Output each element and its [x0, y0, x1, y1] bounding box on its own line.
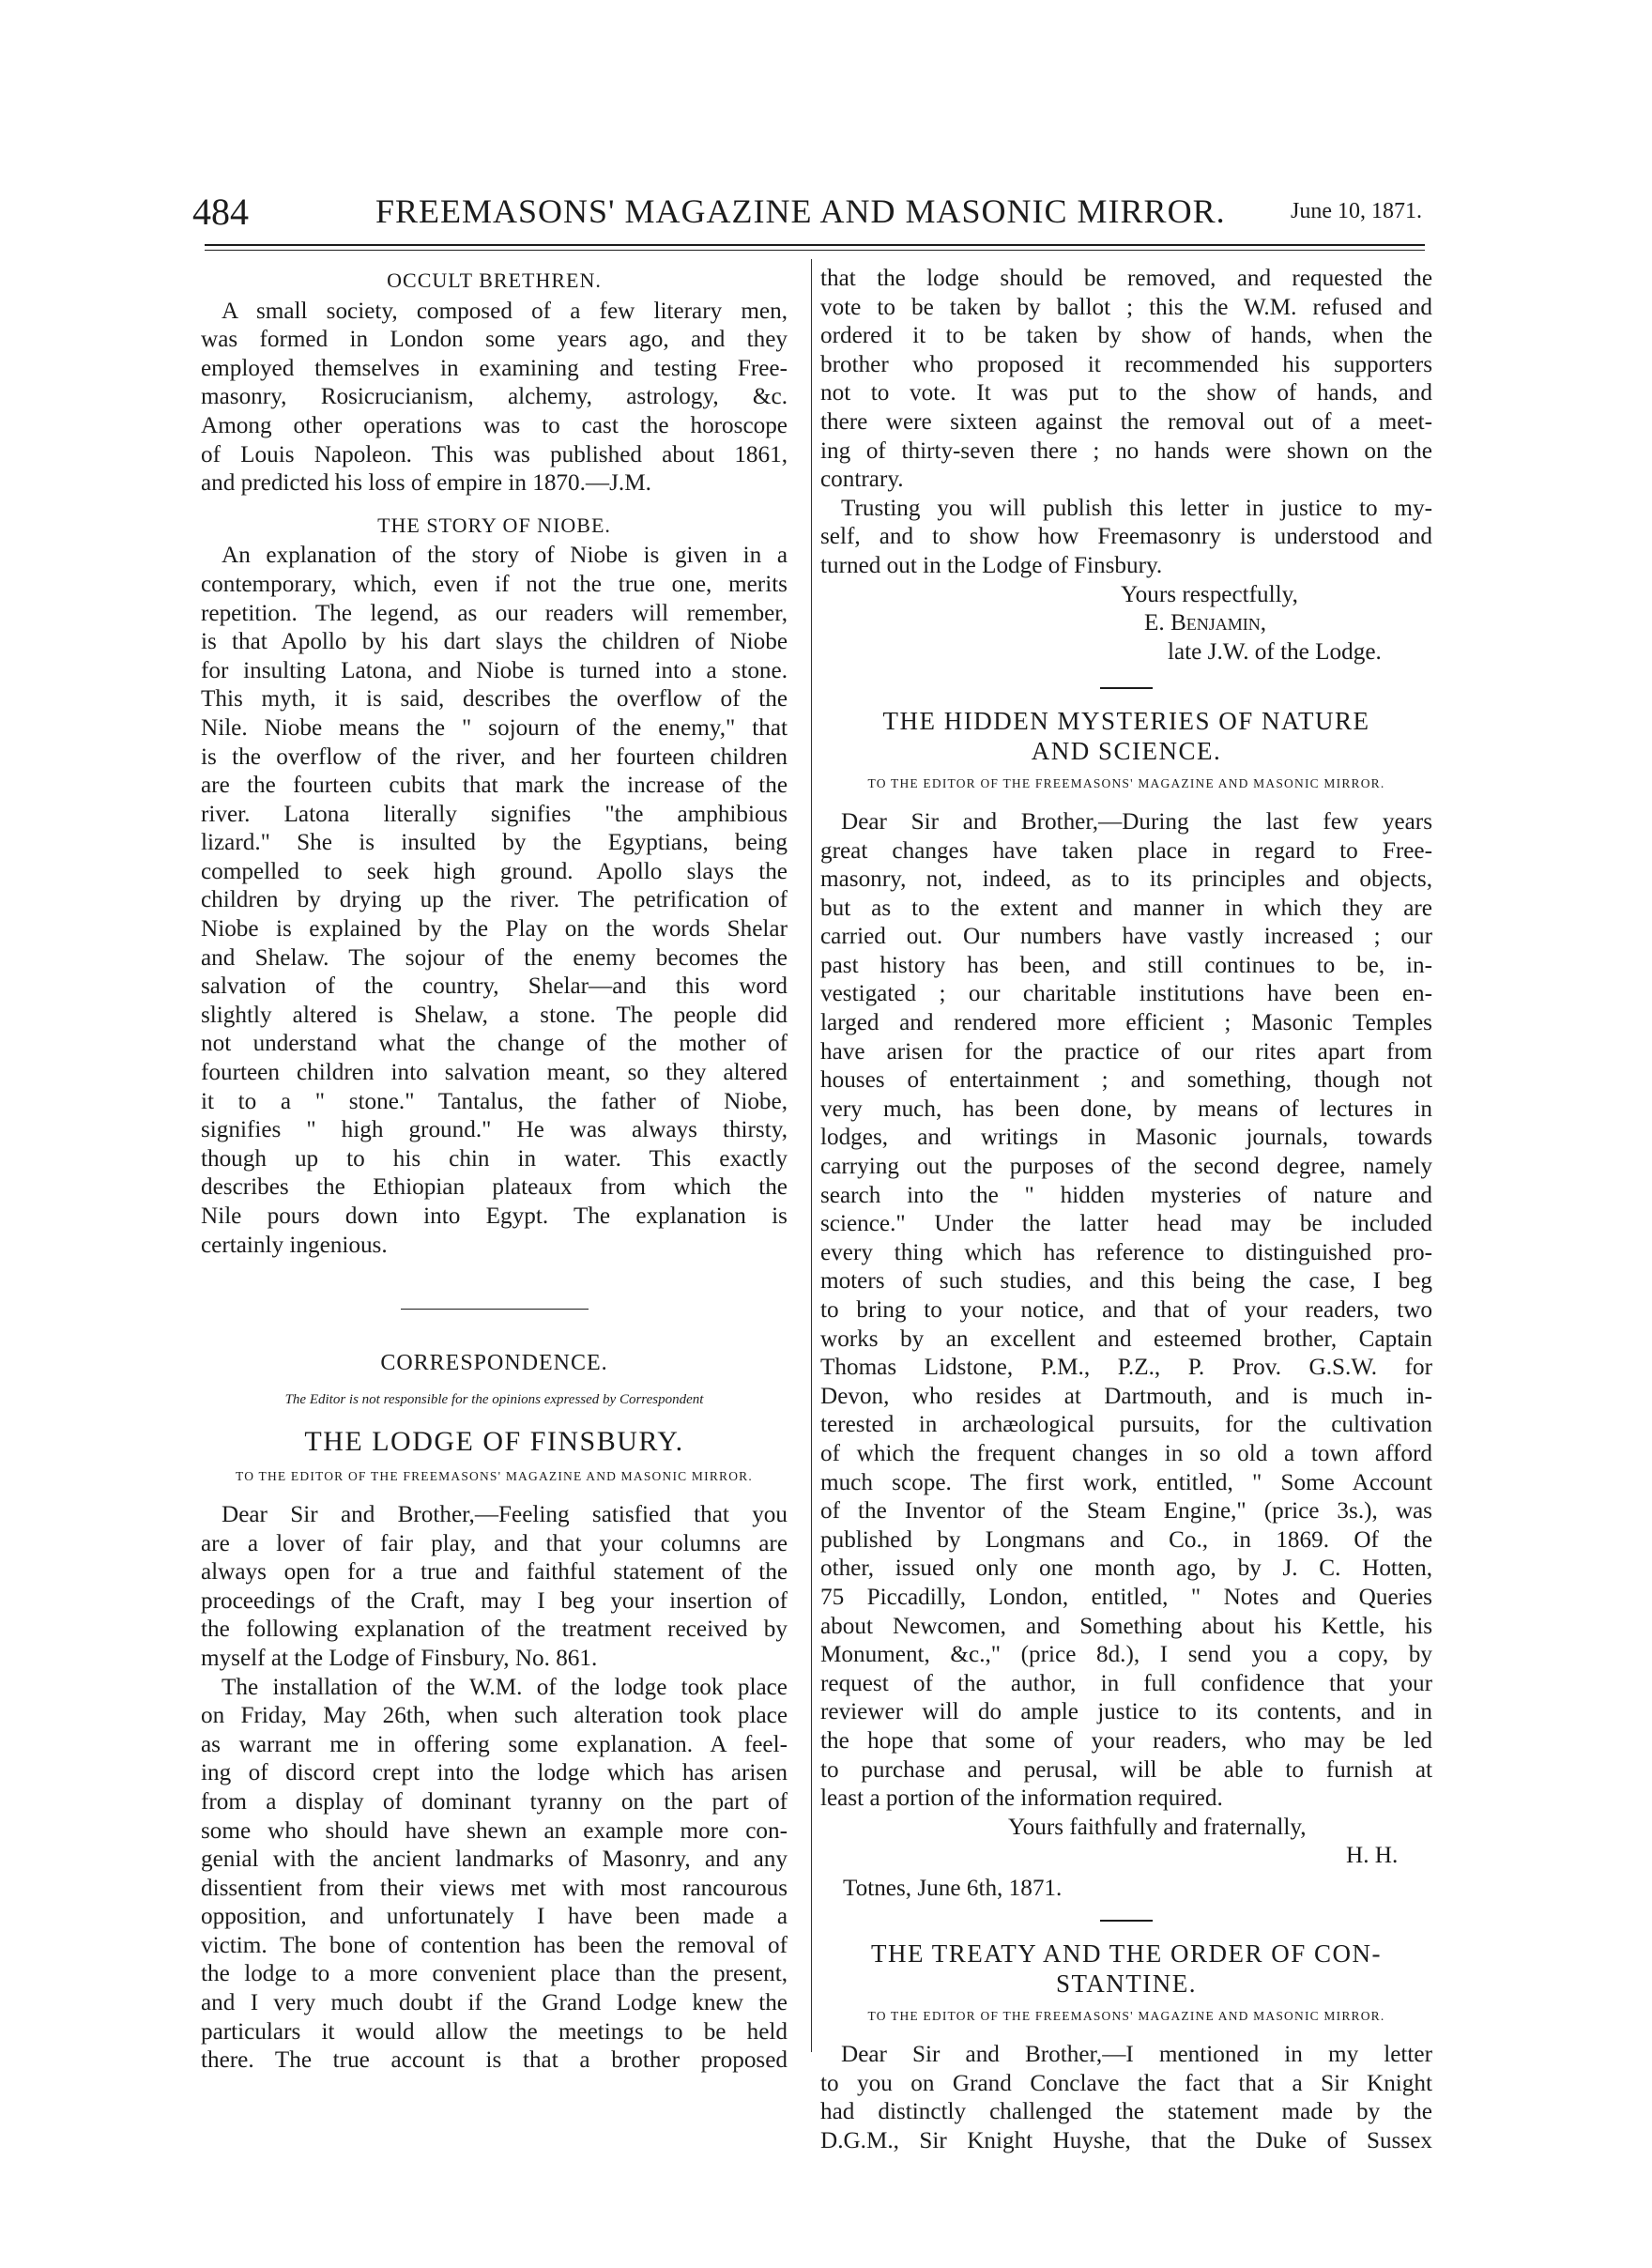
text-line: are a lover of fair play, and that your columns are: [201, 1530, 788, 1556]
letter-closing: Yours faithfully and fraternally,: [1008, 1814, 1307, 1840]
article-heading: THE TREATY AND THE ORDER OF CON-: [870, 1939, 1382, 1969]
text-line: always open for a true and faithful statement of the: [201, 1559, 788, 1586]
text-line: Devon, who resides at Dartmouth, and is much in-: [820, 1383, 1432, 1409]
text-line: This myth, it is said, describes the overflow of the: [201, 686, 788, 713]
text-line: Monument, &c.," (price 8d.), I send you a copy, by: [820, 1642, 1432, 1668]
text-line: masonry, not, indeed, as to its principles and objects,: [820, 866, 1432, 893]
text-line: contrary.: [820, 467, 904, 493]
text-line: the following explanation of the treatment received by: [201, 1617, 788, 1643]
editor-note: The Editor is not responsible for the opinions expressed by Correspondent: [284, 1391, 704, 1407]
text-line: Dear Sir and Brother,—Feeling satisfied that you: [222, 1501, 788, 1527]
text-line: there were sixteen against the removal out of a meet-: [820, 408, 1432, 435]
text-line: contemporary, which, even if not the true one, merits: [201, 571, 788, 597]
article-heading: THE HIDDEN MYSTERIES OF NATURE: [882, 707, 1370, 736]
text-line: but as to the extent and manner in which they are: [820, 895, 1432, 921]
text-line: to you on Grand Conclave the fact that a Sir Knight: [820, 2070, 1432, 2096]
letter-address: TO THE EDITOR OF THE FREEMASONS' MAGAZINE AND MASONIC MIRROR.: [236, 1469, 753, 1484]
text-line: employed themselves in examining and testing Free-: [201, 355, 788, 381]
text-line: and Shelaw. The sojour of the enemy becomes the: [201, 944, 788, 971]
text-line: least a portion of the information required.: [820, 1785, 1223, 1812]
text-line: Dear Sir and Brother,—I mentioned in my letter: [841, 2042, 1432, 2068]
text-line: A small society, composed of a few literary men,: [222, 298, 788, 324]
text-line: very much, has been done, by means of lectures in: [820, 1096, 1432, 1122]
issue-date: June 10, 1871.: [1291, 199, 1422, 223]
article-body: [820, 2041, 1432, 2155]
text-line: larged and rendered more efficient ; Masonic Temples: [820, 1010, 1432, 1036]
header-rule: [205, 244, 1425, 246]
article-body-2: [201, 1674, 788, 2076]
article-story-of-niobe: [201, 512, 788, 1260]
text-line: terested in archæological pursuits, for the cultivation: [820, 1412, 1432, 1438]
text-line: is that Apollo by his dart slays the children of Niobe: [201, 629, 788, 655]
text-line: compelled to seek high ground. Apollo slays the: [201, 858, 788, 884]
text-line: certainly ingenious.: [201, 1232, 388, 1258]
article-heading: THE STORY OF NIOBE.: [377, 513, 611, 537]
text-line: published by Longmans and Co., in 1869. Of the: [820, 1526, 1432, 1553]
text-line: D.G.M., Sir Knight Huyshe, that the Duke of Sussex: [820, 2127, 1432, 2153]
text-line: slightly altered is Shelaw, a stone. The people did: [201, 1002, 788, 1028]
text-line: opposition, and unfortunately I have been made a: [201, 1904, 788, 1930]
text-line: not understand what the change of the mother of: [201, 1031, 788, 1057]
text-line: ordered it to be taken by show of hands, when the: [820, 323, 1432, 349]
text-line: to bring to your notice, and that of your readers, two: [820, 1297, 1432, 1323]
text-line: Nile pours down into Egypt. The explanation is: [201, 1203, 788, 1229]
article-body: [201, 298, 788, 498]
article-lodge-of-finsbury-continued: [820, 265, 1432, 667]
text-line: particulars it would allow the meetings to be held: [201, 2018, 788, 2045]
text-line: salvation of the country, Shelar—and this word: [201, 973, 788, 1000]
article-heading: THE LODGE OF FINSBURY.: [304, 1426, 684, 1458]
text-line: for insulting Latona, and Niobe is turned into a stone.: [201, 657, 788, 683]
text-line: from a display of dominant tyranny on the part of: [201, 1788, 788, 1815]
text-line: ing of thirty-seven there ; no hands were shown on the: [820, 437, 1432, 464]
article-body: [201, 542, 788, 1260]
text-line: genial with the ancient landmarks of Masonry, and any: [201, 1847, 788, 1873]
text-line: self, and to show how Freemasonry is understood and: [820, 524, 1432, 550]
text-line: on Friday, May 26th, when such alteration took place: [201, 1703, 788, 1729]
text-line: search into the " hidden mysteries of nature and: [820, 1182, 1432, 1208]
text-line: children by drying up the river. The petrification of: [201, 887, 788, 913]
text-line: ing of discord crept into the lodge which has arisen: [201, 1760, 788, 1786]
text-line: much scope. The first work, entitled, " Some Account: [820, 1469, 1432, 1495]
text-line: houses of entertainment ; and something, though not: [820, 1067, 1432, 1094]
text-line: had distinctly challenged the statement made by the: [820, 2099, 1432, 2125]
magazine-title: FREEMASONS' MAGAZINE AND MASONIC MIRROR.: [375, 192, 1226, 230]
letter-address: TO THE EDITOR OF THE FREEMASONS' MAGAZINE AND MASONIC MIRROR.: [867, 2009, 1385, 2024]
article-body: [820, 808, 1432, 1814]
text-line: carried out. Our numbers have vastly increased ; our: [820, 924, 1432, 950]
text-line: signifies " high ground." He was always thirsty,: [201, 1117, 788, 1143]
text-line: great changes have taken place in regard to Free-: [820, 837, 1432, 864]
text-line: myself at the Lodge of Finsbury, No. 861.: [201, 1645, 598, 1671]
text-line: request of the author, in full confidence that your: [820, 1670, 1432, 1696]
text-line: Nile. Niobe means the " sojourn of the enemy," that: [201, 714, 788, 741]
text-line: Thomas Lidstone, P.M., P.Z., P. Prov. G.S.W. for: [820, 1355, 1432, 1381]
text-line: An explanation of the story of Niobe is given in a: [222, 543, 788, 569]
text-line: describes the Ethiopian plateaux from which the: [201, 1174, 788, 1201]
text-line: moters of such studies, and this being the case, I beg: [820, 1268, 1432, 1295]
text-line: the hope that some of your readers, who may be led: [820, 1727, 1432, 1754]
article-body: [201, 1501, 788, 1674]
text-line: every thing which has reference to distinguished pro-: [820, 1239, 1432, 1265]
text-line: 75 Piccadilly, London, entitled, " Notes and Queries: [820, 1584, 1432, 1610]
signature-title: late J.W. of the Lodge.: [1168, 638, 1382, 665]
section-correspondence: [201, 1349, 788, 1414]
text-line: dissentient from their views met with most rancourous: [201, 1875, 788, 1901]
article-hidden-mysteries: [820, 706, 1432, 1903]
text-line: Niobe is explained by the Play on the words Shelar: [201, 916, 788, 942]
letter-closing: Yours respectfully,: [1121, 581, 1298, 607]
page-number: 484: [192, 191, 249, 233]
page-header: [192, 186, 1422, 242]
text-line: repetition. The legend, as our readers will remember,: [201, 600, 788, 626]
text-line: science." Under the latter head may be included: [820, 1211, 1432, 1237]
article-occult-brethren: [201, 267, 788, 498]
text-line: was formed in London some years ago, and they: [201, 327, 788, 353]
letter-address: TO THE EDITOR OF THE FREEMASONS' MAGAZINE AND MASONIC MIRROR.: [867, 776, 1385, 791]
text-line: of Louis Napoleon. This was published about 1861,: [201, 441, 788, 467]
text-line: fourteen children into salvation meant, so they altered: [201, 1060, 788, 1086]
article-body-2: [820, 495, 1432, 581]
text-line: are the fourteen cubits that mark the increase of the: [201, 773, 788, 799]
text-line: vestigated ; our charitable institutions have been en-: [820, 981, 1432, 1007]
text-line: masonry, Rosicrucianism, alchemy, astrology, &c.: [201, 384, 788, 410]
text-line: The installation of the W.M. of the lodge took place: [222, 1674, 788, 1700]
text-line: past history has been, and still continues to be, in-: [820, 952, 1432, 978]
text-line: carrying out the purposes of the second degree, namely: [820, 1154, 1432, 1180]
text-line: turned out in the Lodge of Finsbury.: [820, 552, 1163, 578]
text-line: not to vote. It was put to the show of hands, and: [820, 380, 1432, 406]
text-line: about Newcomen, and Something about his Kettle, his: [820, 1613, 1432, 1639]
right-column: [820, 265, 1432, 2155]
text-line: other, issued only one month ago, by J. C. Hotten,: [820, 1555, 1432, 1582]
article-heading-line2: STANTINE.: [1055, 1969, 1198, 1999]
left-column: [201, 265, 788, 2076]
text-line: brother who proposed it recommended his supporters: [820, 351, 1432, 377]
text-line: of the Inventor of the Steam Engine," (price 3s.), was: [820, 1498, 1432, 1525]
text-line: and predicted his loss of empire in 1870.—J.M.: [201, 470, 651, 497]
text-line: is the overflow of the river, and her fourteen children: [201, 743, 788, 770]
text-line: and I very much doubt if the Grand Lodge knew the: [201, 1990, 788, 2016]
text-line: lodges, and writings in Masonic journals, towards: [820, 1125, 1432, 1151]
text-line: though up to his chin in water. This exactly: [201, 1145, 788, 1172]
text-line: lizard." She is insulted by the Egyptians, being: [201, 830, 788, 856]
text-line: have arisen for the practice of our rites apart from: [820, 1038, 1432, 1065]
letter-signature: E. Benjamin,: [1144, 610, 1267, 636]
article-body: [820, 265, 1432, 495]
text-line: reviewer will do ample justice to its contents, and in: [820, 1699, 1432, 1725]
text-line: the lodge to a more convenient place than the present,: [201, 1961, 788, 1987]
article-lodge-of-finsbury: [201, 1425, 788, 2075]
text-line: Dear Sir and Brother,—During the last few years: [841, 808, 1432, 835]
header-rule-thin: [205, 250, 1425, 251]
column-divider: [811, 259, 812, 2052]
article-heading-line2: AND SCIENCE.: [1031, 737, 1222, 766]
text-line: to purchase and perusal, will be able to furnish at: [820, 1756, 1432, 1783]
text-line: as warrant me in offering some explanation. A feel-: [201, 1731, 788, 1757]
text-line: proceedings of the Craft, may I beg your insertion of: [201, 1587, 788, 1614]
text-line: vote to be taken by ballot ; this the W.M. refused and: [820, 294, 1432, 320]
text-line: works by an excellent and esteemed brother, Captain: [820, 1326, 1432, 1352]
text-line: that the lodge should be removed, and requested the: [820, 266, 1432, 291]
text-line: it to a " stone." Tantalus, the father of Niobe,: [201, 1088, 788, 1114]
text-line: victim. The bone of contention has been the removal of: [201, 1932, 788, 1958]
letter-signature: H. H.: [1346, 1843, 1399, 1869]
text-line: Trusting you will publish this letter in justice to my-: [841, 495, 1432, 521]
article-heading: OCCULT BRETHREN.: [387, 268, 602, 292]
text-line: there. The true account is that a brother proposed: [201, 2047, 788, 2074]
article-treaty-constantine: [820, 1939, 1432, 2155]
section-heading: CORRESPONDENCE.: [380, 1351, 608, 1376]
place-date: Totnes, June 6th, 1871.: [843, 1875, 1063, 1901]
text-line: some who should have shewn an example more con-: [201, 1817, 788, 1844]
text-line: of which the frequent changes in so old a town afford: [820, 1440, 1432, 1466]
text-line: Among other operations was to cast the horoscope: [201, 412, 788, 438]
text-line: river. Latona literally signifies "the amphibious: [201, 801, 788, 827]
